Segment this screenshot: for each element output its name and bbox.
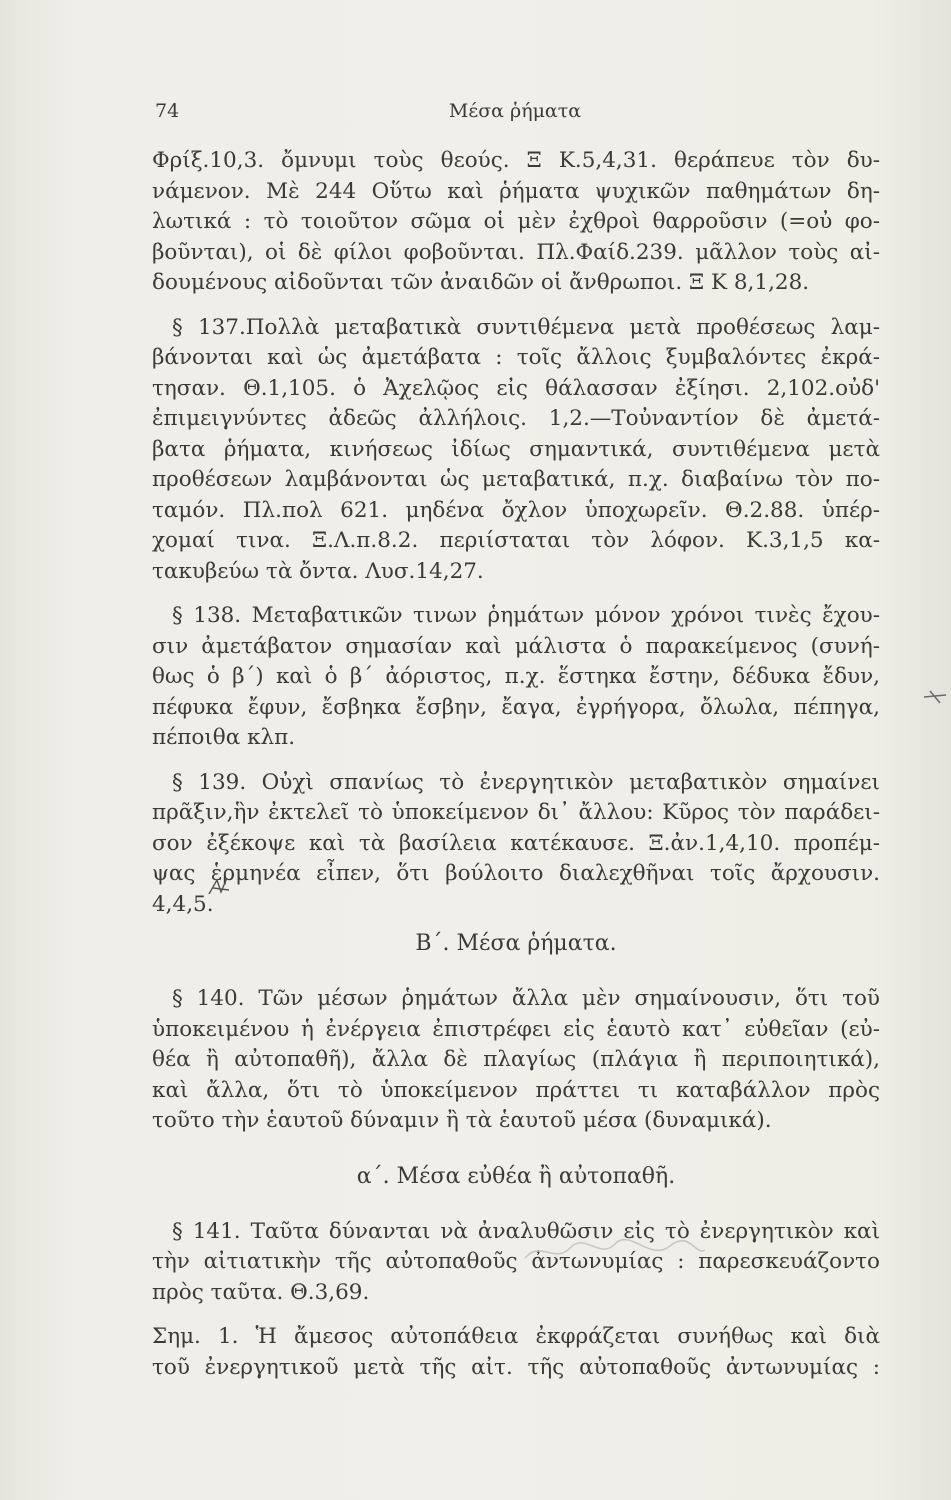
page-number: 74	[155, 100, 180, 122]
text-line: βατα ῥήματα, κινήσεως ἰδίως σημαντικά, συντιθέμενα μετὰ	[152, 436, 880, 462]
text-line: σιν ἀμετάβατον σημασίαν καὶ μάλιστα ὁ παρακείμενος (συνή-	[152, 633, 880, 659]
running-title: Μέσα ῥήματα	[448, 100, 582, 122]
text-line: τοῦτο τὴν ἑαυτοῦ δύναμιν ἢ τὰ ἑαυτοῦ μέσα (δυναμικά).	[152, 1108, 772, 1133]
text-line: ψας ἑρμηνέα εἶπεν, ὅτι βούλοιτο διαλεχθῆναι τοῖς ἄρχουσιν.	[152, 861, 880, 886]
faint-pencil-annotation	[520, 1230, 710, 1270]
paragraph-137-start: § 137.Πολλὰ μεταβατικὰ συντιθέμενα μετὰ προθέσεως λαμ-	[172, 314, 880, 340]
text-line: ὑποκειμένου ἡ ἐνέργεια ἐπιστρέφει εἰς ἑαυτὸ κατ᾽ εὐθεῖαν (εὐ-	[152, 1016, 880, 1042]
text-line: καὶ ἄλλα, ὅτι τὸ ὑποκείμενον πράττει τι καταβάλλον πρὸς	[152, 1077, 880, 1103]
text-line: χομαί τινα. Ξ.Λ.π.8.2. περιίσταται τὸν λόφον. Κ.3,1,5 κα-	[152, 528, 880, 553]
pencil-scribble-icon	[207, 876, 235, 900]
text-line: βάνονται καὶ ὡς ἀμετάβατα : τοῖς ἄλλοις ξυμβαλόντες ἐκρά-	[152, 345, 880, 370]
text-line: 4,4,5.	[152, 891, 214, 917]
paragraph-139-start: § 139. Οὐχὶ σπανίως τὸ ἐνεργητικὸν μεταβατικὸν σημαίνει	[172, 769, 880, 795]
text-line: θως ὁ β΄) καὶ ὁ β΄ ἀόριστος, π.χ. ἕστηκα ἔστην, δέδυκα ἔδυν,	[152, 664, 880, 689]
section-heading-a: α΄. Μέσα εὐθέα ἢ αὐτοπαθῆ.	[356, 1163, 676, 1189]
text-line: πέφυκα ἔφυν, ἔσβηκα ἔσβην, ἔαγα, ἐγρήγορα, ὄλωλα, πέπηγα,	[152, 694, 880, 720]
text-line: Φρίξ.10,3. ὄμνυμι τοὺς θεούς. Ξ Κ.5,4,31. θεράπευε τὸν δυ-	[152, 148, 880, 173]
text-line: τακυβεύω τὰ ὄντα. Λυσ.14,27.	[152, 558, 484, 584]
section-heading-b: Β΄. Μέσα ῥήματα.	[415, 931, 617, 956]
text-line: πέποιθα κλπ.	[152, 725, 296, 750]
paragraph-141-start: § 141. Ταῦτα δύνανται νὰ ἀναλυθῶσιν εἰς τὸ ἐνεργητικὸν καὶ	[172, 1218, 880, 1244]
margin-mark-icon	[922, 683, 948, 709]
text-line: λωτικά : τὸ τοιοῦτον σῶμα οἱ μὲν ἐχθροὶ θαρροῦσιν (=οὐ φο-	[152, 209, 880, 234]
text-line: τησαν. Θ.1,105. ὁ Ἀχελῷος εἰς θάλασσαν ἐξίησι. 2,102.οὐδ'	[152, 375, 880, 401]
text-line: προθέσεων λαμβάνονται ὡς μεταβατικά, π.χ. διαβαίνω τὸν πο-	[152, 467, 880, 492]
page-body	[152, 146, 880, 1383]
text-line: νάμενον. Μὲ 244 Οὕτω καὶ ῥήματα ψυχικῶν παθημάτων δη-	[152, 178, 880, 204]
text-line: δουμένους αἰδοῦνται τῶν ἀναιδῶν οἱ ἄνθρωποι. Ξ Κ 8,1,28.	[152, 270, 810, 295]
paragraph-138-start: § 138. Μεταβατικῶν τινων ῥημάτων μόνον χρόνοι τινὲς ἔχου-	[172, 603, 880, 628]
page-header	[155, 100, 875, 130]
paragraph-140-start: § 140. Τῶν μέσων ῥημάτων ἄλλα μὲν σημαίνουσιν, ὅτι τοῦ	[172, 986, 880, 1011]
note-1-start: Σημ. 1. Ἡ ἄμεσος αὐτοπάθεια ἐκφράζεται συνήθως καὶ διὰ	[152, 1324, 880, 1349]
text-line: ταμόν. Πλ.πολ 621. μηδένα ὄχλον ὑποχωρεῖν. Θ.2.88. ὑπέρ-	[152, 497, 880, 523]
text-line: βοῦνται), οἱ δὲ φίλοι φοβοῦνται. Πλ.Φαίδ.239. μᾶλλον τοὺς αἰ-	[152, 239, 880, 265]
text-line: τοῦ ἐνεργητικοῦ μετὰ τῆς αἰτ. τῆς αὐτοπαθοῦς ἀντωνυμίας :	[152, 1354, 880, 1380]
text-line: θέα ἢ αὐτοπαθῆ), ἄλλα δὲ πλαγίως (πλάγια ἢ περιποιητικά),	[152, 1047, 880, 1072]
text-line: τὴν αἰτιατικὴν τῆς αὐτοπαθοῦς ἀντωνυμίας : παρεσκευάζοντο	[152, 1249, 880, 1274]
text-line: πρὸς ταῦτα. Θ.3,69.	[152, 1279, 370, 1305]
text-line: σον ἐξέκοψε καὶ τὰ βασίλεια κατέκαυσε. Ξ.ἀν.1,4,10. προπέμ-	[152, 830, 880, 856]
text-line: πρᾶξιν,ἣν ἐκτελεῖ τὸ ὑποκείμενον δι᾽ ἄλλου: Κῦρος τὸν παράδει-	[152, 800, 880, 825]
text-line: ἐπιμειγνύντες ἀδεῶς ἀλλήλοις. 1,2.—Τοὐναντίον δὲ ἀμετά-	[152, 406, 880, 431]
